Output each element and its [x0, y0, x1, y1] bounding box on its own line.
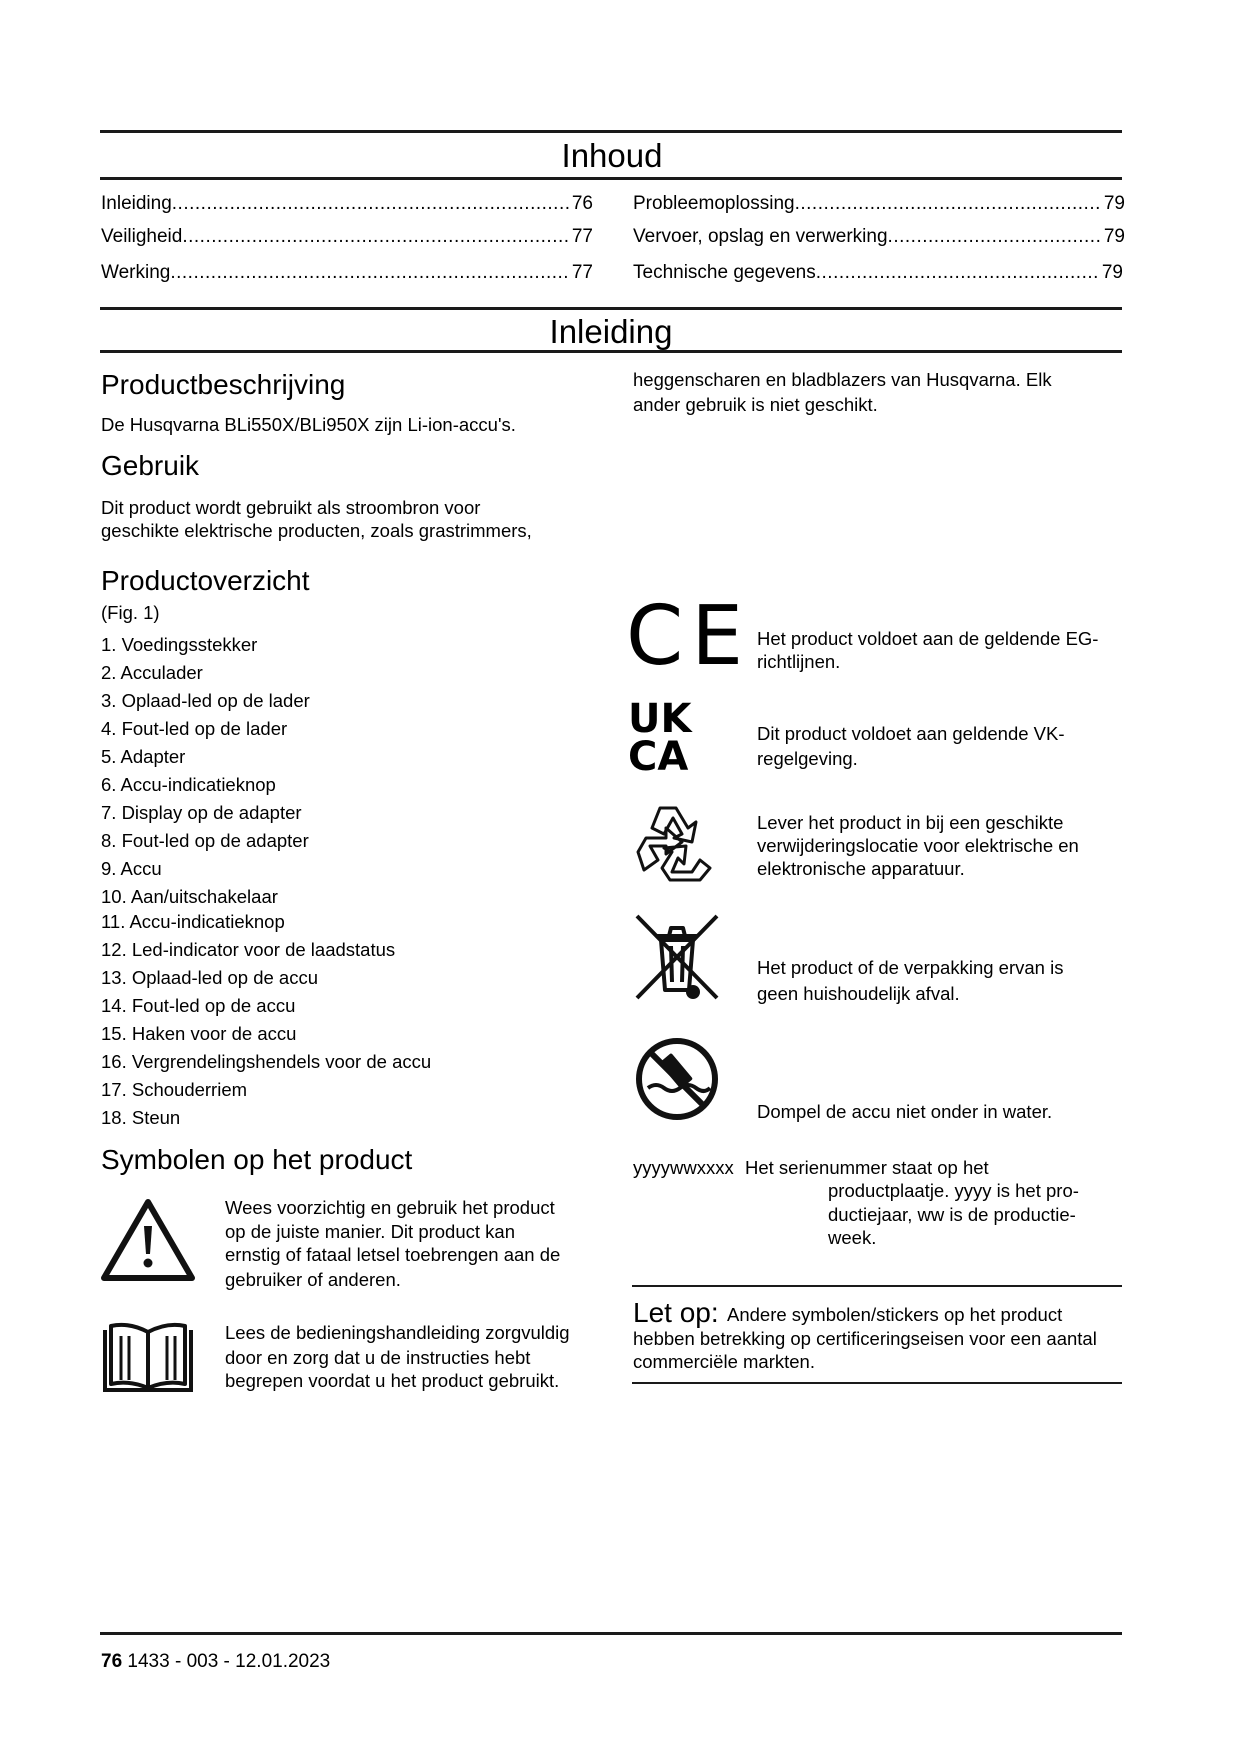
list-item: 10. Aan/uitschakelaar	[101, 886, 278, 907]
list-item: 12. Led-indicator voor de laadstatus	[101, 939, 396, 960]
serial-text-line: ductiejaar, ww is de productie-	[828, 1204, 1076, 1225]
usage-text-line: geschikte elektrische producten, zoals grastrimmers,	[101, 520, 532, 541]
toc-entry-label: Technische gegevens	[633, 262, 816, 283]
figure-reference: (Fig. 1)	[101, 602, 160, 623]
ukca-mark-ca: CA	[628, 734, 689, 780]
ukca-mark-icon	[628, 696, 708, 780]
toc-entry-page: 79	[1101, 262, 1123, 283]
crossed-out-bin-icon	[631, 910, 723, 1004]
toc-entry-label: Werking	[101, 262, 171, 283]
note-bottom-rule	[632, 1382, 1122, 1384]
list-item: 5. Adapter	[101, 746, 186, 767]
note-text-line: commerciële markten.	[633, 1351, 815, 1372]
serial-code: yyyywwxxxx	[633, 1157, 734, 1178]
note-top-rule	[632, 1285, 1122, 1287]
warning-text-line: op de juiste manier. Dit product kan	[225, 1221, 515, 1242]
ce-text-line: Het product voldoet aan de geldende EG-	[757, 628, 1099, 649]
toc-entry-label: Probleemoplossing	[633, 193, 795, 214]
list-item: 4. Fout-led op de lader	[101, 718, 288, 739]
list-item: 1. Voedingsstekker	[101, 634, 258, 655]
product-overview-heading: Productoverzicht	[101, 565, 310, 596]
ukca-text-line: regelgeving.	[757, 748, 858, 769]
note-text-line: Andere symbolen/stickers op het product	[727, 1304, 1063, 1325]
list-item: 13. Oplaad-led op de accu	[101, 967, 319, 988]
warning-triangle-icon	[100, 1196, 196, 1284]
list-item: 3. Oplaad-led op de lader	[101, 690, 310, 711]
manual-book-icon	[99, 1322, 197, 1396]
toc-entry-page: 79	[1103, 193, 1125, 214]
ce-mark-icon: CE	[626, 589, 752, 684]
product-description-heading: Productbeschrijving	[101, 369, 346, 400]
list-item: 15. Haken voor de accu	[101, 1023, 297, 1044]
warning-text-line: gebruiker of anderen.	[225, 1269, 401, 1290]
list-item: 11. Accu-indicatieknop	[101, 911, 285, 932]
recycle-icon	[628, 798, 718, 888]
product-description-text: De Husqvarna BLi550X/BLi950X zijn Li-ion-accu's.	[101, 414, 516, 435]
footer-rule	[100, 1632, 1122, 1635]
water-text: Dompel de accu niet onder in water.	[757, 1101, 1053, 1122]
list-item: 18. Steun	[101, 1107, 181, 1128]
toc-entry[interactable]	[101, 193, 593, 215]
toc-entry[interactable]	[633, 262, 1123, 284]
toc-entry-label: Vervoer, opslag en verwerking	[633, 226, 888, 247]
intro-top-rule	[100, 307, 1122, 310]
toc-top-rule	[100, 130, 1122, 133]
serial-text-line: Het serienummer staat op het	[745, 1157, 989, 1178]
manual-text-line: Lees de bedieningshandleiding zorgvuldig	[225, 1322, 570, 1343]
intro-title: Inleiding	[549, 313, 673, 350]
list-item: 16. Vergrendelingshendels voor de accu	[101, 1051, 432, 1072]
toc-entry-label: Inleiding	[101, 193, 172, 214]
toc-entry[interactable]	[101, 226, 593, 248]
weee-text-line: geen huishoudelijk afval.	[757, 983, 960, 1004]
toc-entry-page: 77	[571, 226, 593, 247]
serial-text-line: week.	[828, 1227, 877, 1248]
toc-entry[interactable]	[101, 262, 593, 284]
toc-entry[interactable]	[633, 226, 1125, 248]
recycle-text-line: Lever het product in bij een geschikte	[757, 812, 1064, 833]
manual-text-line: door en zorg dat u de instructies hebt	[225, 1347, 531, 1368]
toc-entry[interactable]	[633, 193, 1125, 215]
usage-text-line: ander gebruik is niet geschikt.	[633, 394, 878, 415]
list-item: 2. Acculader	[101, 662, 203, 683]
footer	[101, 1651, 330, 1673]
manual-text-line: begrepen voordat u het product gebruikt.	[225, 1370, 560, 1391]
recycle-text-line: elektronische apparatuur.	[757, 858, 965, 879]
list-item: 8. Fout-led op de adapter	[101, 830, 309, 851]
toc-entry-page: 76	[571, 193, 593, 214]
note-label: Let op:	[633, 1297, 719, 1328]
ce-text-line: richtlijnen.	[757, 651, 841, 672]
list-item: 9. Accu	[101, 858, 162, 879]
list-item: 7. Display op de adapter	[101, 802, 302, 823]
warning-text-line: ernstig of fataal letsel toebrengen aan de	[225, 1244, 561, 1265]
note-text-line: hebben betrekking op certificeringseisen voor een aantal	[633, 1328, 1097, 1349]
ukca-mark-uk: UK	[628, 696, 692, 742]
intro-title-rule	[100, 350, 1122, 353]
usage-heading: Gebruik	[101, 450, 200, 481]
ukca-text-line: Dit product voldoet aan geldende VK-	[757, 723, 1065, 744]
serial-text-line: productplaatje. yyyy is het pro-	[828, 1180, 1079, 1201]
usage-text-line: heggenscharen en bladblazers van Husqvarna. Elk	[633, 369, 1052, 390]
toc-entry-page: 79	[1103, 226, 1125, 247]
toc-title: Inhoud	[561, 137, 663, 174]
list-item: 17. Schouderriem	[101, 1079, 248, 1100]
list-item: 14. Fout-led op de accu	[101, 995, 296, 1016]
toc-entry-page: 77	[571, 262, 593, 283]
recycle-text-line: verwijderingslocatie voor elektrische en	[757, 835, 1079, 856]
toc-title-rule	[100, 177, 1122, 180]
footer-page-number: 76	[101, 1651, 123, 1672]
list-item: 6. Accu-indicatieknop	[101, 774, 276, 795]
weee-text-line: Het product of de verpakking ervan is	[757, 957, 1064, 978]
warning-text-line: Wees voorzichtig en gebruik het product	[225, 1197, 555, 1218]
usage-text-line: Dit product wordt gebruikt als stroombron voor	[101, 497, 481, 518]
toc-entry-label: Veiligheid	[101, 226, 183, 247]
no-water-immersion-icon	[634, 1036, 720, 1122]
symbols-heading: Symbolen op het product	[101, 1144, 413, 1175]
footer-doc-id: 1433 - 003 - 12.01.2023	[127, 1651, 331, 1672]
